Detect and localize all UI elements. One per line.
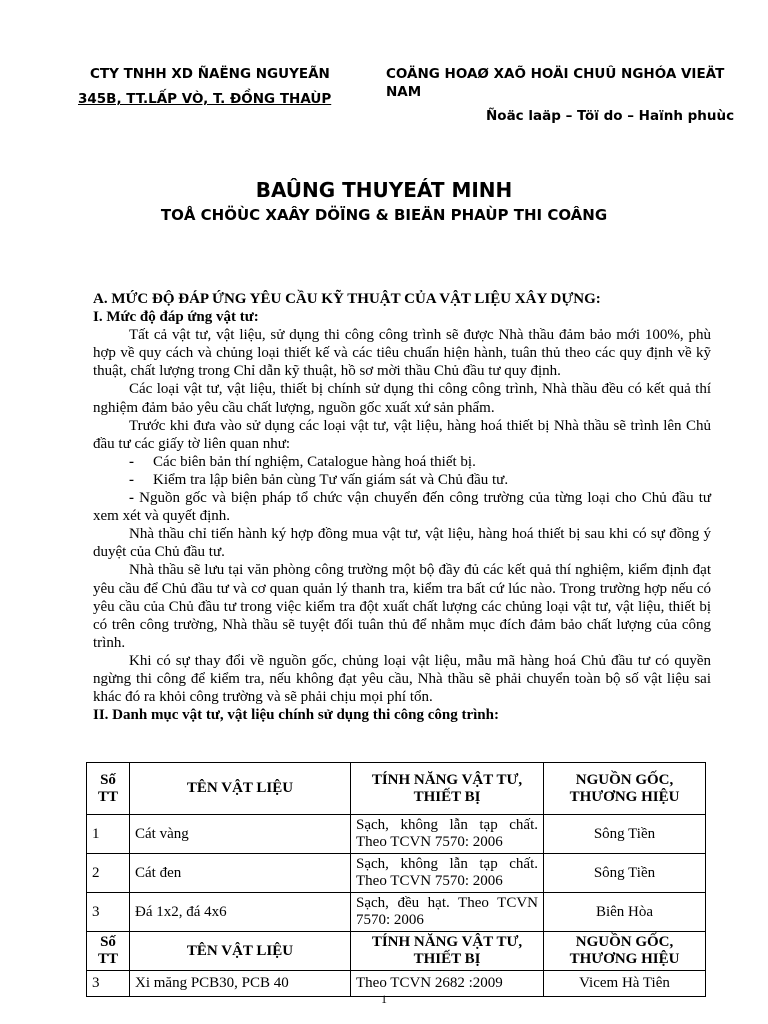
materials-table <box>86 762 706 997</box>
header-specification: TÍNH NĂNG VẬT TƯ, THIẾT BỊ <box>351 763 544 815</box>
cell-stt: 3 <box>87 971 130 997</box>
section-a-heading: A. MỨC ĐỘ ĐÁP ỨNG YÊU CẦU KỸ THUẬT CỦA VẬT LIỆU XÂY DỰNG: <box>93 291 601 307</box>
national-motto: Ñoäc laäp – Töï do – Haïnh phuùc <box>486 108 735 124</box>
paragraph-5: Nhà thầu sẽ lưu tại văn phòng công trường một bộ đầy đủ các kết quả thí nghiệm, kiểm định đạt yêu cầu để Chủ đầu tư và cơ quan quản lý thanh tra, kiểm tra bất cứ lúc nào. Trong trường hợp nếu có yêu cầu của Chủ đầu tư trong việc kiểm tra đột xuất chất lượng các chủng loại vật tư, vật liệu, thiết bị có trên công trường, Nhà thầu sẽ tuyệt đối tuân thủ để nhằm mục đích đảm bảo chất lượng của công trình. <box>93 562 711 651</box>
table-repeat-header-row <box>87 932 706 971</box>
document-body <box>93 290 711 724</box>
bullet-item <box>93 489 711 525</box>
bullet-item <box>93 453 711 471</box>
table-row <box>87 815 706 854</box>
header-origin: NGUỒN GỐC, THƯƠNG HIỆU <box>544 763 706 815</box>
company-address: 345B, TT.LẤP VÒ, T. ĐỒNG THAÙP <box>78 91 332 107</box>
table-row <box>87 893 706 932</box>
nation-title-line2: NAM <box>386 84 422 100</box>
page-number: 1 <box>381 992 387 1006</box>
header-stt: Số TT <box>87 932 130 971</box>
bullet-text: Kiểm tra lập biên bản cùng Tư vấn giám sát và Chủ đầu tư. <box>153 471 509 488</box>
cell-origin: Sông Tiền <box>544 854 706 893</box>
header-material-name: TÊN VẬT LIỆU <box>130 763 351 815</box>
paragraph-6: Khi có sự thay đổi về nguồn gốc, chủng loại vật liệu, mẫu mã hàng hoá Chủ đầu tư có quyền ngừng thi công để kiểm tra, nếu không đạt yêu cầu, Nhà thầu sẽ phải chuyển toàn bộ số vật liệu sai khác đó ra khỏi công trường và sẽ phải chịu mọi phí tổn. <box>93 652 711 706</box>
section-2-heading: II. Danh mục vật tư, vật liệu chính sử dụng thi công công trình: <box>93 707 499 724</box>
cell-origin: Sông Tiền <box>544 815 706 854</box>
company-name: CTY TNHH XD ÑAËNG NGUYEÃN <box>90 66 330 82</box>
table-header-row <box>87 763 706 815</box>
cell-stt: 1 <box>87 815 130 854</box>
bullet-item <box>93 471 711 489</box>
cell-material-name: Xi măng PCB30, PCB 40 <box>130 971 351 997</box>
header-origin: NGUỒN GỐC, THƯƠNG HIỆU <box>544 932 706 971</box>
bullet-dash: - <box>129 490 134 507</box>
document-subtitle: TOÅ CHÖÙC XAÂY DÖÏNG & BIEÄN PHAÙP THI COÂNG <box>160 206 608 224</box>
bullet-dash: - <box>129 471 134 488</box>
cell-origin: Biên Hòa <box>544 893 706 932</box>
cell-specification: Sạch, không lẫn tạp chất. Theo TCVN 7570: 2006 <box>351 854 544 893</box>
bullet-text: Các biên bản thí nghiệm, Catalogue hàng hoá thiết bị. <box>153 453 476 470</box>
cell-origin: Vicem Hà Tiên <box>544 971 706 997</box>
cell-material-name: Đá 1x2, đá 4x6 <box>130 893 351 932</box>
section-1-heading: I. Mức độ đáp ứng vật tư: <box>93 309 259 326</box>
paragraph-3: Trước khi đưa vào sử dụng các loại vật tư, vật liệu, hàng hoá thiết bị Nhà thầu sẽ trình lên Chủ đầu tư các giấy tờ liên quan như: <box>93 417 711 452</box>
document-title: BAÛNG THUYEÁT MINH <box>255 178 513 202</box>
header-specification: TÍNH NĂNG VẬT TƯ, THIẾT BỊ <box>351 932 544 971</box>
cell-stt: 2 <box>87 854 130 893</box>
cell-specification: Theo TCVN 2682 :2009 <box>351 971 544 997</box>
bullet-text: Nguồn gốc và biện pháp tổ chức vận chuyển đến công trường của từng loại cho Chủ đầu tư xem xét và quyết định. <box>93 490 712 525</box>
paragraph-2: Các loại vật tư, vật liệu, thiết bị chính sử dụng thi công công trình, Nhà thầu đều có kết quả thí nghiệm đảm bảo yêu cầu chất lượng, nguồn gốc xuất xứ sản phẩm. <box>93 381 711 416</box>
cell-material-name: Cát vàng <box>130 815 351 854</box>
nation-title-line1: COÄNG HOAØ XAÕ HOÄI CHUÛ NGHÓA VIEÄT <box>386 66 725 82</box>
bullet-dash: - <box>129 453 134 470</box>
cell-stt: 3 <box>87 893 130 932</box>
cell-material-name: Cát đen <box>130 854 351 893</box>
cell-specification: Sạch, không lẫn tạp chất. Theo TCVN 7570: 2006 <box>351 815 544 854</box>
cell-specification: Sạch, đều hạt. Theo TCVN 7570: 2006 <box>351 893 544 932</box>
header-stt: Số TT <box>87 763 130 815</box>
paragraph-1: Tất cả vật tư, vật liệu, sử dụng thi công công trình sẽ được Nhà thầu đảm bảo mới 100%, phù hợp về quy cách và chủng loại thiết kế và các tiêu chuẩn hiện hành, tuân thủ theo các quy định về kỹ thuật, chất lượng trong Chỉ dẫn kỹ thuật, hồ sơ mời thầu Chủ đầu tư quy định. <box>93 327 711 380</box>
header-material-name: TÊN VẬT LIỆU <box>130 932 351 971</box>
paragraph-4: Nhà thầu chỉ tiến hành ký hợp đồng mua vật tư, vật liệu, hàng hoá thiết bị sau khi có sự đồng ý duyệt của Chủ đầu tư. <box>93 526 711 561</box>
table-row <box>87 854 706 893</box>
